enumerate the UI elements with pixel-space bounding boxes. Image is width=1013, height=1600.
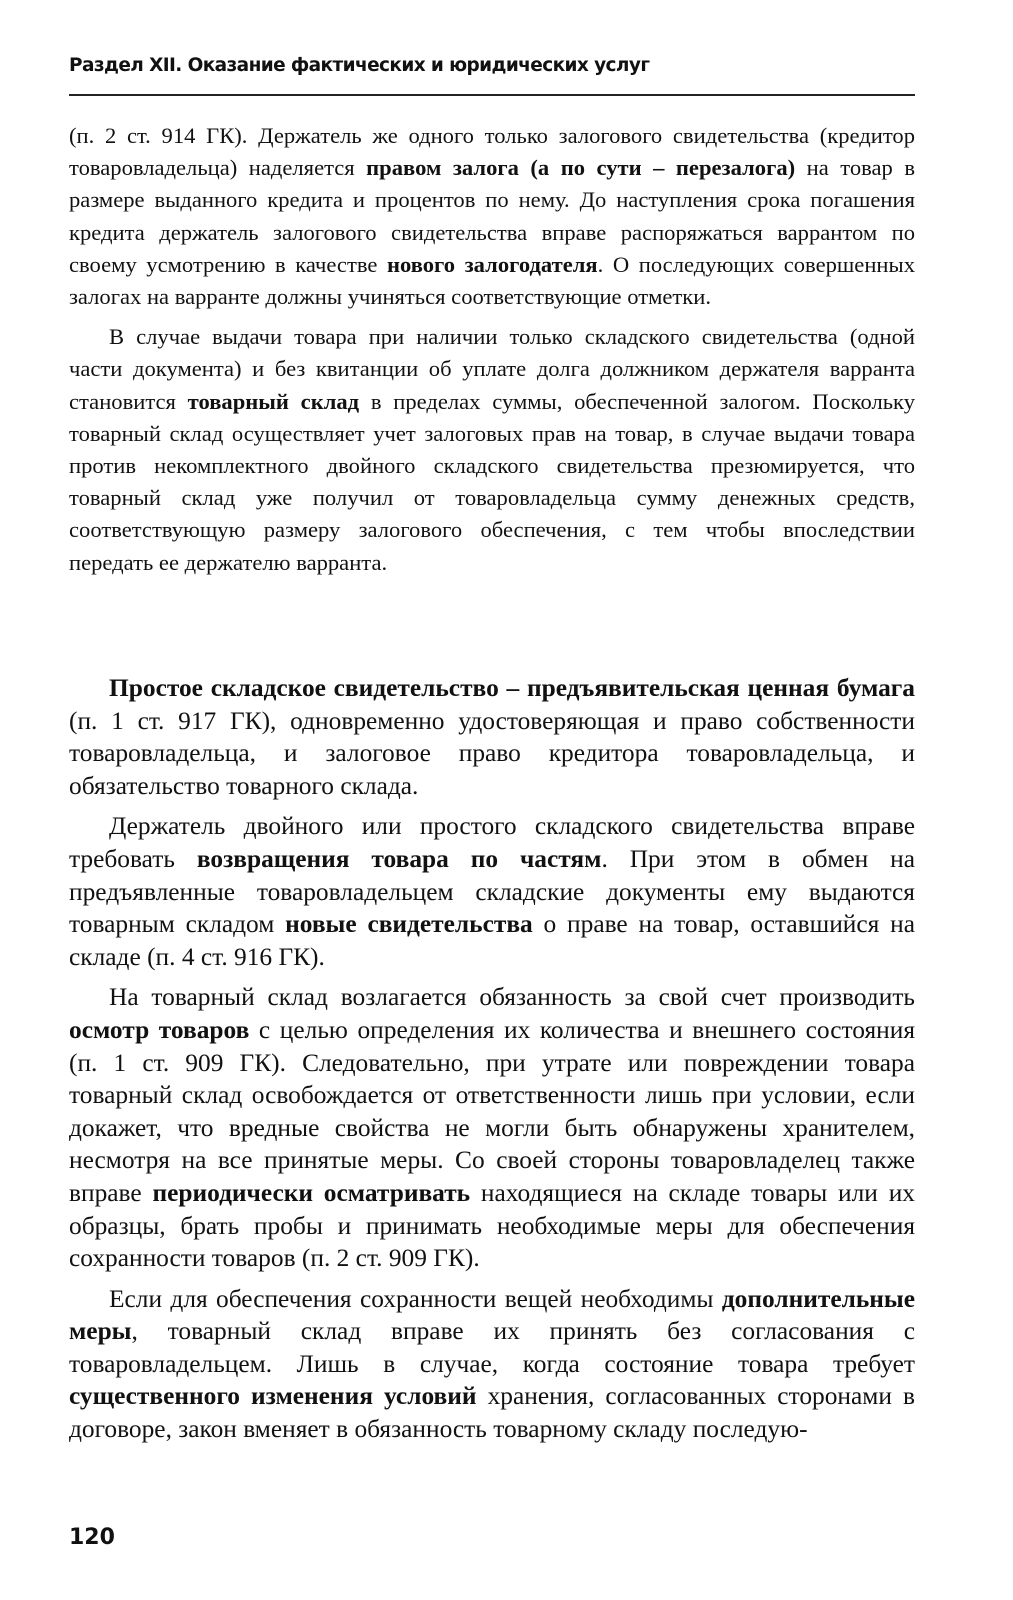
paragraph xyxy=(69,981,915,1274)
bold-term: товарный склад xyxy=(187,388,360,414)
paragraph xyxy=(69,321,915,579)
text-run: . При этом в обмен на предъявленные товаровладельцем складские документы ему выдаются товарным складом xyxy=(69,844,916,939)
bold-term: осмотр товаров xyxy=(69,1015,250,1044)
text-run: В случае выдачи товара при наличии только складского свидетельства (одной части документа) и без квитанции об уплате долга должником держателя варранта становится xyxy=(69,324,915,414)
paragraph xyxy=(69,1283,915,1446)
text-run: (п. 2 ст. 914 ГК). Держатель же одного только залогового свидетельства (кредитор товаровладельца) наделяется xyxy=(69,123,915,181)
text-run: (п. 1 ст. 917 ГК), одновременно удостоверяющая и право собственности товаровладельца, и залоговое право кредитора товаровладельца, и обязательство товарного склада. xyxy=(69,706,915,800)
bold-term: возвращения товара по частям xyxy=(196,844,602,873)
bold-term: существенного изменения условий xyxy=(69,1382,477,1411)
text-run: , товарный склад вправе их принять без согласования с товаровладельцем. Лишь в случае, когда состояние товара требует xyxy=(69,1317,915,1378)
text-run: о праве на товар, оставшийся на складе (п. 4 ст. 916 ГК). xyxy=(69,910,915,971)
section-title: Раздел XII. Оказание фактических и юридических услуг xyxy=(69,55,650,76)
text-run: Если для обеспечения сохранности вещей необходимы xyxy=(109,1284,722,1313)
text-run: находящиеся на складе товары или их образцы, брать пробы и принимать необходимые меры для обеспечения сохранности товаров (п. 2 ст. 909 ГК). xyxy=(69,1178,915,1273)
page-number: 120 xyxy=(69,1525,115,1550)
paragraph xyxy=(69,120,915,313)
paragraph xyxy=(69,810,915,973)
bold-term: Простое складское свидетельство – предъявительская ценная бумага xyxy=(109,674,915,702)
text-run: На товарный склад возлагается обязанность за свой счет производить xyxy=(109,983,915,1012)
bold-term: дополнительные меры xyxy=(69,1284,915,1346)
bold-term: новые свидетельства xyxy=(285,910,533,939)
text-run: на товар в размере выданного кредита и процентов по нему. До наступления срока погашения кредита держатель залогового свидетельства вправе распоряжаться варрантом по своему усмотрению в качестве xyxy=(69,155,915,277)
text-run: Держатель двойного или простого складского свидетельства вправе требовать xyxy=(69,812,915,873)
body-text-large xyxy=(69,672,915,1446)
body-text-small xyxy=(69,120,915,579)
text-run: хранения, согласованных сторонами в договоре, закон вменяет в обязанность товарному складу последую- xyxy=(69,1382,915,1444)
bold-term: периодически осматривать xyxy=(152,1178,471,1207)
text-run: с целью определения их количества и внешнего состояния (п. 1 ст. 909 ГК). Следовательно, при утрате или повреждении товара товарный склад освобождается от ответственности лишь при условии, если докажет, что вредные свойства не могли быть обнаружены хранителем, несмотря на все принятые меры. Со своей стороны товаровладелец также вправе xyxy=(69,1015,916,1207)
text-run: . О последующих совершенных залогах на варранте должны учиняться соответствующие отметки. xyxy=(69,251,915,310)
bold-term: нового залогодателя xyxy=(386,251,598,277)
bold-term: правом залога (а по сути – перезалога) xyxy=(366,155,796,181)
running-header xyxy=(69,54,915,96)
text-run: в пределах суммы, обеспеченной залогом. Поскольку товарный склад осуществляет учет залоговых прав на товар, в случае выдачи товара против некомплектного двойного складского свидетельства презюмируется, что товарный склад уже получил от товаровладельца сумму денежных средств, соответствующую размеру залогового обеспечения, с тем чтобы впоследствии передать ее держателю варранта. xyxy=(69,388,915,575)
paragraph xyxy=(69,672,915,802)
